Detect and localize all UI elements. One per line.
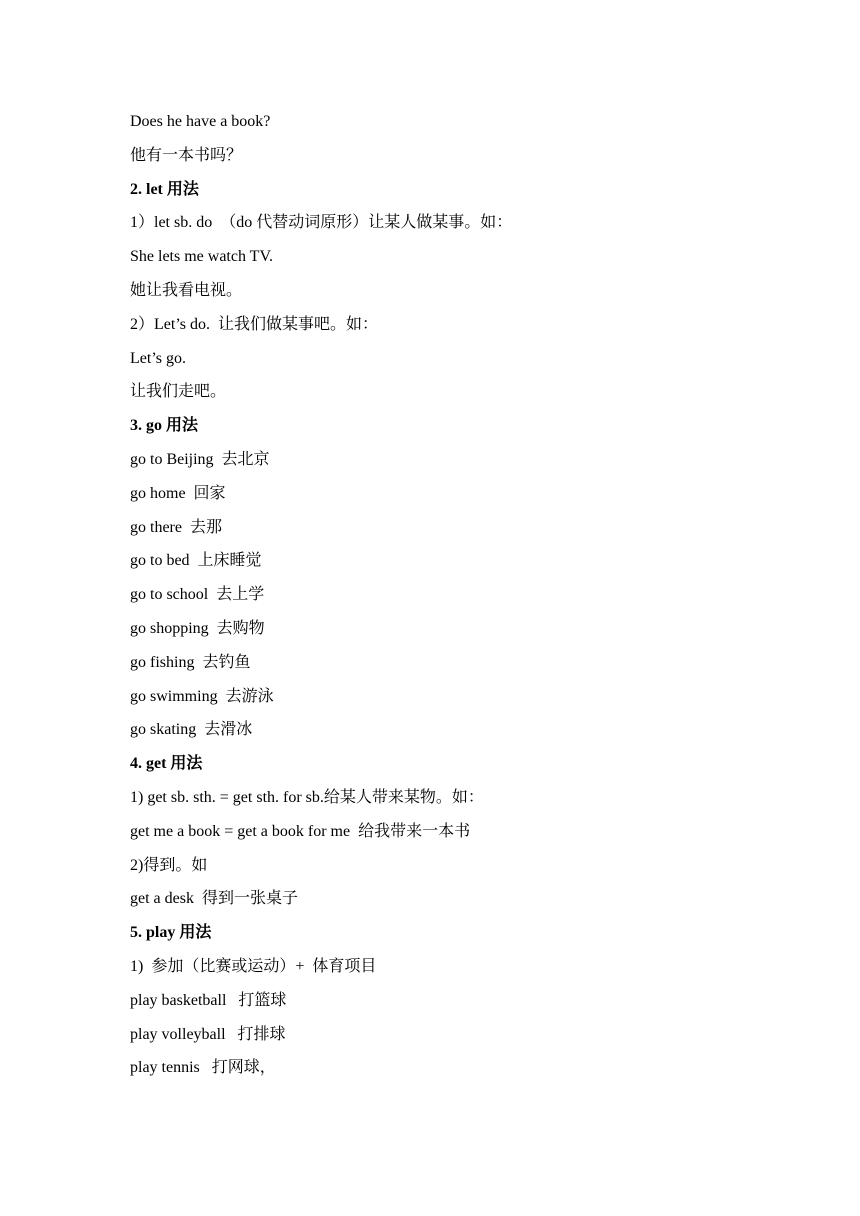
text-line: go fishing 去钓鱼 [130, 653, 251, 671]
text-line: Let’s go. [130, 349, 186, 367]
section-heading: 3. go 用法 [130, 417, 199, 435]
text-line: go swimming 去游泳 [130, 687, 274, 705]
text-line: 1) 参加（比赛或运动）+ 体育项目 [130, 957, 377, 975]
text-line: go shopping 去购物 [130, 619, 265, 637]
document-body [130, 105, 750, 1085]
text-line: 他有一本书吗？ [130, 146, 243, 164]
section-heading: 4. get 用法 [130, 755, 203, 773]
section-heading: 2. let 用法 [130, 180, 199, 198]
text-line: play volleyball 打排球 [130, 1025, 286, 1043]
text-line: 她让我看电视。 [130, 281, 243, 299]
text-line: 1) get sb. sth. = get sth. for sb.给某人带来某物。如： [130, 788, 484, 806]
text-line: go to school 去上学 [130, 586, 265, 604]
text-line: go home 回家 [130, 484, 226, 502]
text-line: go there 去那 [130, 518, 222, 536]
text-line: She lets me watch TV. [130, 248, 273, 266]
section-heading: 5. play 用法 [130, 924, 212, 942]
text-line: go to bed 上床睡觉 [130, 552, 262, 570]
text-line: play tennis 打网球， [130, 1059, 276, 1077]
text-line: get a desk 得到一张桌子 [130, 890, 298, 908]
text-line: Does he have a book? [130, 113, 271, 130]
text-line: 让我们走吧。 [130, 383, 227, 401]
text-line: go to Beijing 去北京 [130, 450, 270, 468]
text-line: get me a book = get a book for me 给我带来一本书 [130, 822, 471, 840]
text-line: play basketball 打篮球 [130, 991, 287, 1009]
text-line: 2)得到。如 [130, 856, 208, 874]
text-line: 1）let sb. do （do 代替动词原形）让某人做某事。如： [130, 214, 513, 232]
text-line: 2）Let’s do. 让我们做某事吧。如： [130, 315, 378, 333]
text-line: go skating 去滑冰 [130, 721, 253, 739]
